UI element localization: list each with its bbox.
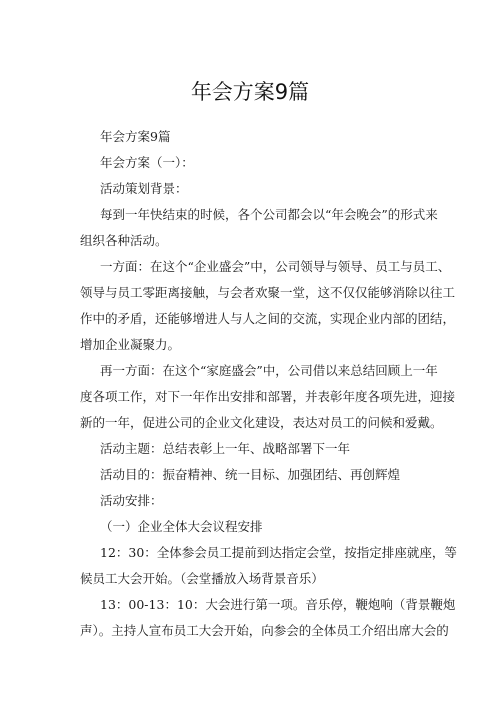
paragraph-line: 活动主题：总结表彰上一年、战略部署下一年 [100,441,351,456]
paragraph-line: 活动安排： [100,493,163,508]
paragraph-line: 组织各种活动。 [80,233,168,248]
paragraph-line: 12：30：全体参会员工提前到达指定会堂，按指定排座就座，等 [100,545,457,560]
paragraph-line: 年会方案（一）： [100,155,194,170]
paragraph-line: 领导与员工零距离接触，与会者欢聚一堂，这不仅仅能够消除以往工 [80,285,456,300]
document-body [80,124,457,644]
paragraph-line: 增加企业凝聚力。 [80,337,181,352]
paragraph-line: 新的一年，促进公司的企业文化建设，表达对员工的问候和爱戴。 [80,415,443,430]
paragraph-line: 度各项工作，对下一年作出安排和部署，并表彰年度各项先进，迎接 [80,389,456,404]
paragraph-line: 声）。主持人宣布员工大会开始，向参会的全体员工介绍出席大会的 [80,623,449,638]
paragraph-line: 活动目的：振奋精神、统一目标、加强团结、再创辉煌 [100,467,401,482]
paragraph-line: 每到一年快结束的时候，各个公司都会以“年会晚会”的形式来 [100,207,438,222]
document-title: 年会方案9篇 [190,80,310,104]
paragraph-line: 13：00-13：10：大会进行第一项。音乐停，鞭炮响（背景鞭炮 [100,597,456,612]
paragraph-line: 候员工大会开始。（会堂播放入场背景音乐） [80,571,324,586]
paragraph-line: 活动策划背景： [100,181,188,196]
paragraph-line: 年会方案9篇 [100,129,171,144]
paragraph-line: （一）企业全体大会议程安排 [100,519,263,534]
paragraph-line: 一方面：在这个“企业盛会”中，公司领导与领导、员工与员工、 [100,259,451,274]
paragraph-line: 作中的矛盾，还能够增进人与人之间的交流，实现企业内部的团结， [80,311,456,326]
paragraph-line: 再一方面：在这个“家庭盛会”中，公司借以来总结回顾上一年 [100,363,438,378]
